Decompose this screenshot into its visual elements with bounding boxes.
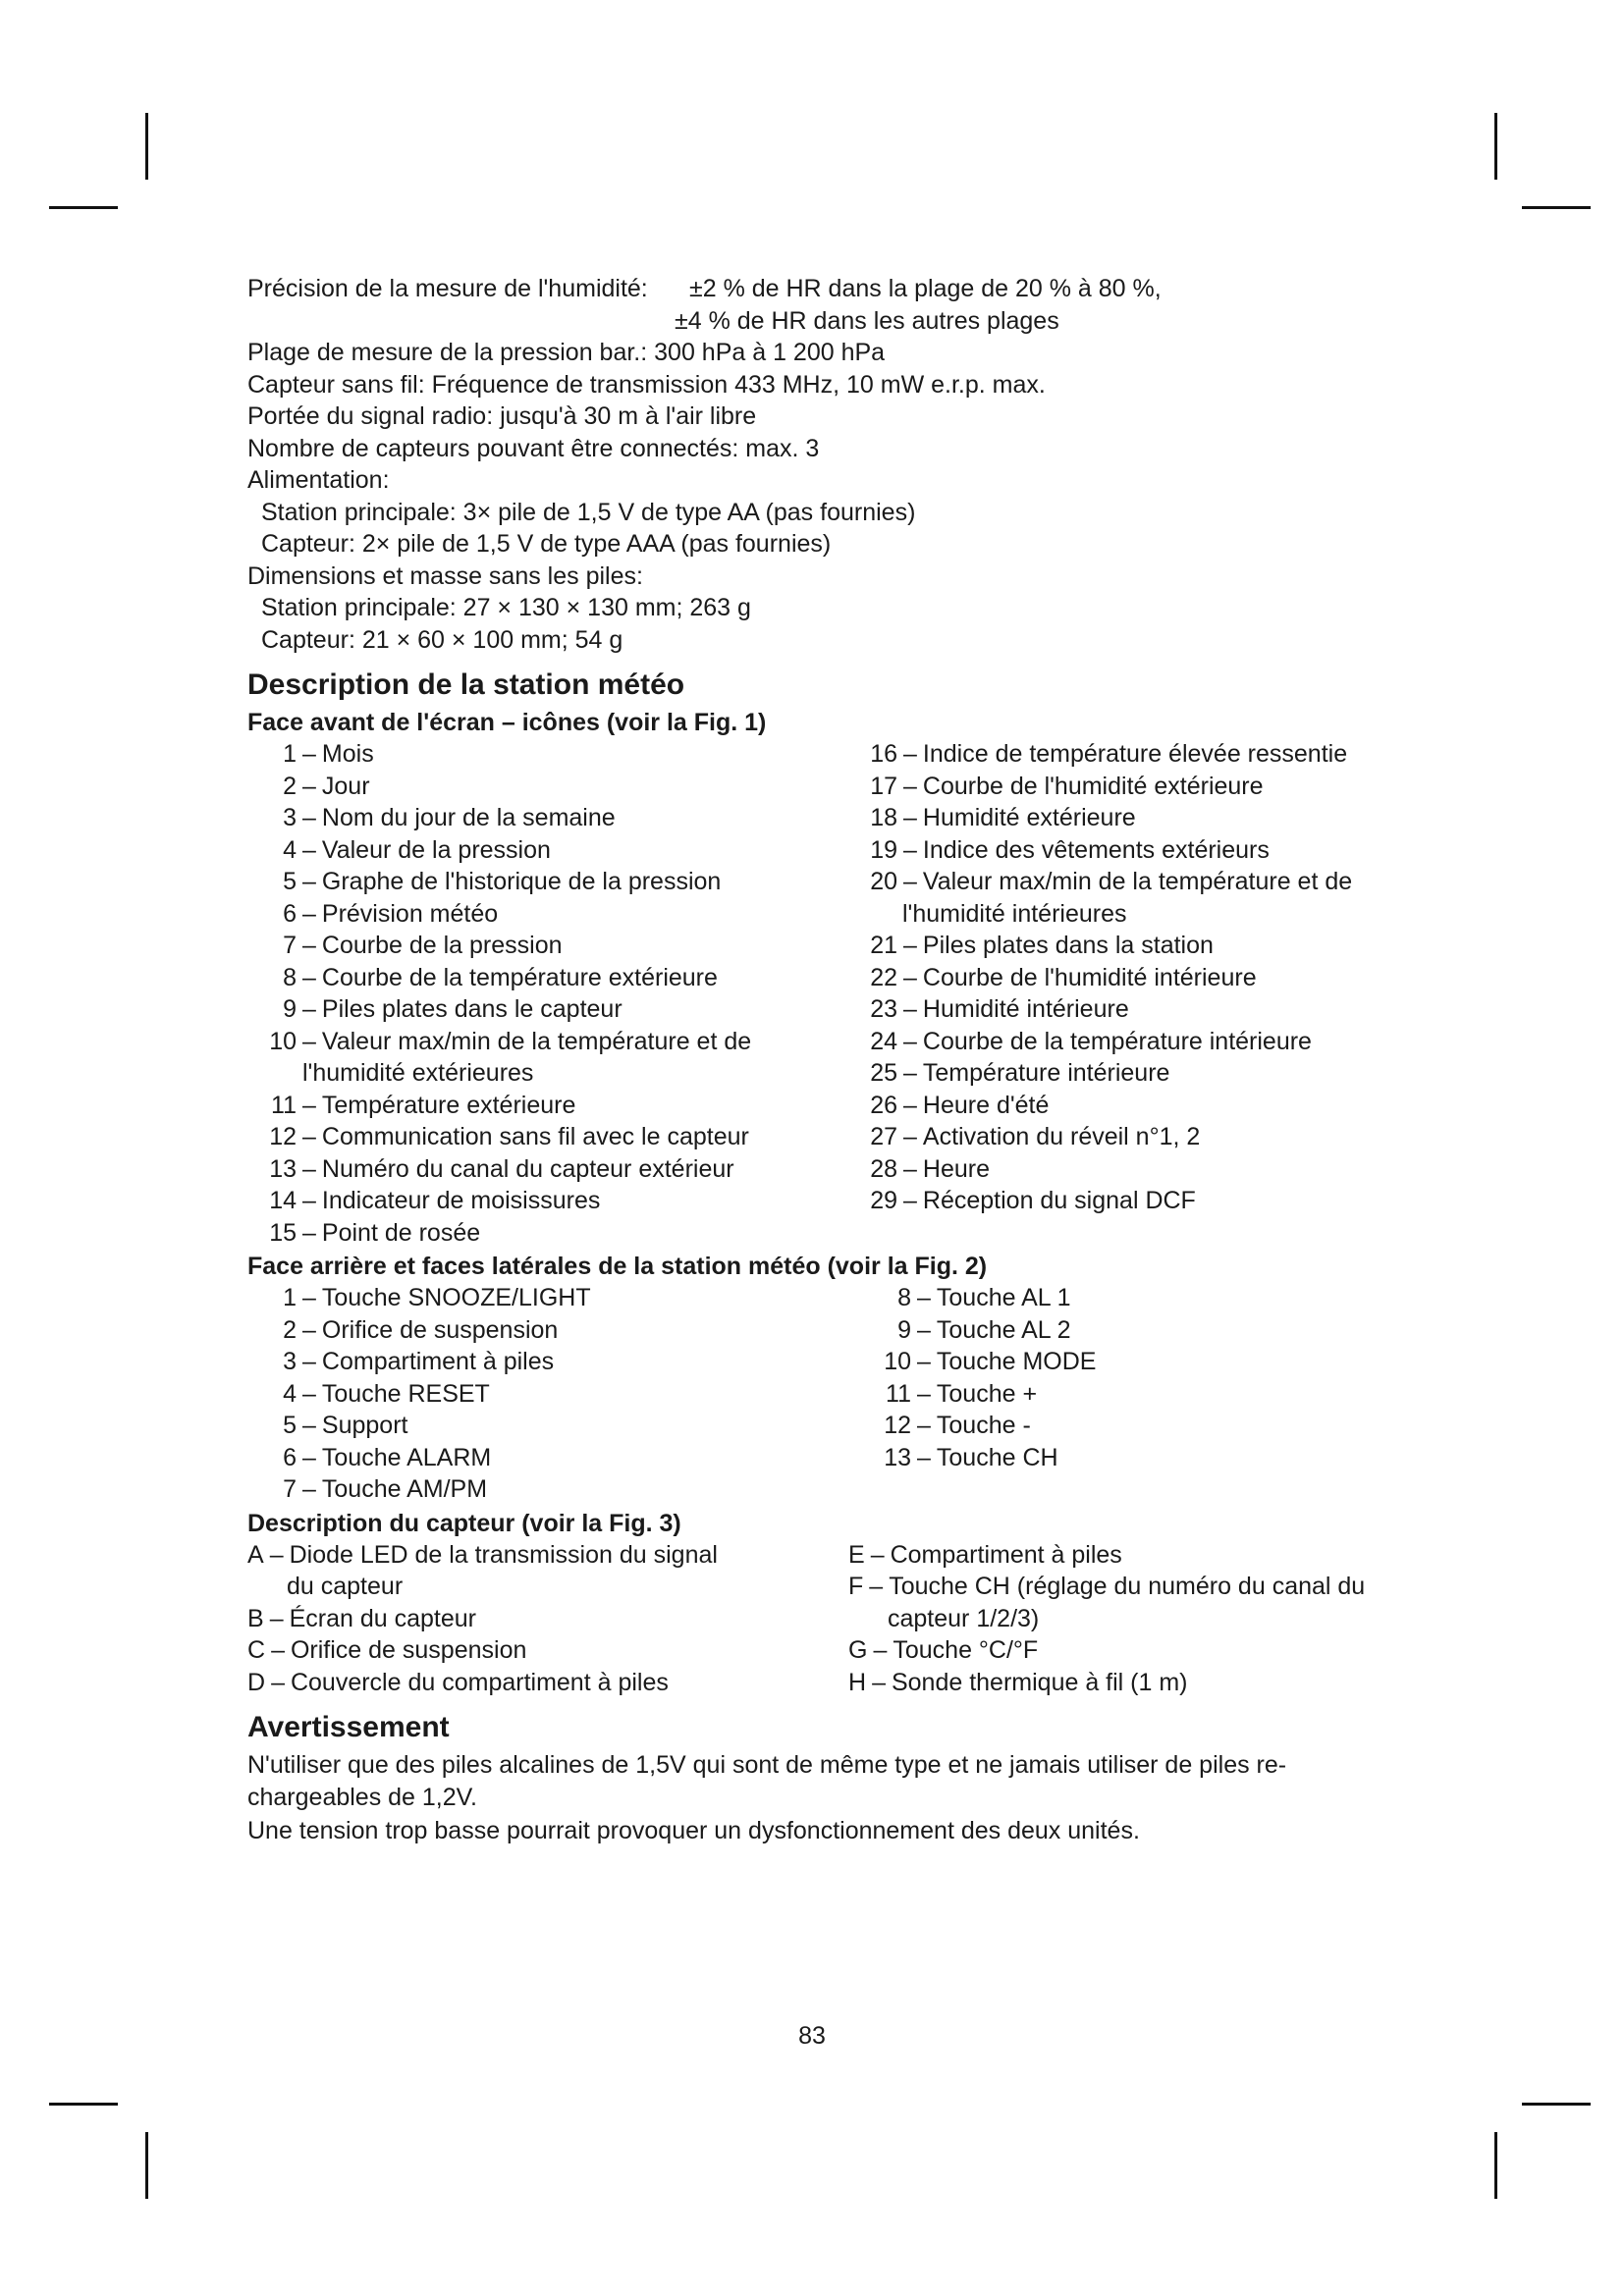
item-text: Valeur max/min de la température et de bbox=[321, 1027, 752, 1055]
item-number: 13 bbox=[269, 1154, 297, 1183]
front-icon-item-19 bbox=[848, 834, 1406, 867]
dimensions-label: Dimensions et masse sans les piles: bbox=[247, 561, 643, 590]
item-dash: – bbox=[917, 1348, 931, 1375]
item-dash: – bbox=[302, 1379, 316, 1408]
front-icon-item-6 bbox=[247, 898, 848, 931]
item-number: 4 bbox=[283, 1379, 297, 1408]
page-number: 83 bbox=[798, 2022, 826, 2050]
warning-paragraph-2: Une tension trop basse pourrait provoquer un dysfonctionnement des deux unités. bbox=[247, 1817, 1140, 1844]
item-text: Touche SNOOZE/LIGHT bbox=[321, 1284, 591, 1311]
front-icon-item-25 bbox=[848, 1057, 1406, 1090]
item-text: Courbe de l'humidité intérieure bbox=[922, 963, 1257, 991]
front-icon-item-22 bbox=[848, 962, 1406, 994]
item-letter: H bbox=[848, 1668, 867, 1696]
item-number: 9 bbox=[283, 995, 297, 1023]
front-icon-item-29 bbox=[848, 1185, 1406, 1217]
item-dash: – bbox=[869, 1573, 884, 1600]
front-icon-item-17 bbox=[848, 771, 1406, 803]
crop-mark-bottom-left-horizontal bbox=[49, 2103, 118, 2106]
item-dash: – bbox=[872, 1668, 886, 1696]
front-icon-item-7 bbox=[247, 930, 848, 962]
item-number: 22 bbox=[870, 963, 897, 991]
item-number: 24 bbox=[870, 1027, 897, 1055]
item-dash: – bbox=[302, 963, 316, 991]
item-number: 15 bbox=[269, 1218, 297, 1247]
item-number: 11 bbox=[886, 1379, 911, 1408]
humidity-label: Précision de la mesure de l'humidité: bbox=[247, 275, 648, 302]
item-text: Courbe de la pression bbox=[321, 932, 563, 959]
warning-paragraph-1: N'utiliser que des piles alcalines de 1,5V qui sont de même type et ne jamais utiliser de piles re-chargeables de 1,2V. bbox=[247, 1751, 1287, 1811]
sensor-frequency-spec: Capteur sans fil: Fréquence de transmission 433 MHz, 10 mW e.r.p. max. bbox=[247, 370, 1046, 399]
back-part-item-1 bbox=[247, 1282, 848, 1314]
item-dash: – bbox=[302, 1154, 316, 1183]
dimensions-sensor: Capteur: 21 × 60 × 100 mm; 54 g bbox=[261, 625, 623, 654]
item-number: 28 bbox=[870, 1154, 897, 1183]
power-main-station: Station principale: 3× pile de 1,5 V de type AA (pas fournies) bbox=[261, 498, 916, 526]
item-number: 10 bbox=[269, 1027, 297, 1055]
front-icon-item-27 bbox=[848, 1121, 1406, 1153]
item-dash: – bbox=[269, 1604, 284, 1632]
sensor-part-item-e bbox=[848, 1539, 1406, 1572]
item-number: 21 bbox=[870, 932, 897, 959]
back-part-item-10 bbox=[862, 1346, 1406, 1378]
item-text: Compartiment à piles bbox=[890, 1540, 1122, 1569]
item-number: 2 bbox=[283, 1315, 297, 1344]
item-text: Touche AL 2 bbox=[936, 1315, 1071, 1344]
power-sensor: Capteur: 2× pile de 1,5 V de type AAA (pas fournies) bbox=[261, 530, 832, 558]
front-icon-item-11 bbox=[247, 1090, 848, 1122]
item-text: Orifice de suspension bbox=[321, 1315, 559, 1344]
item-dash: – bbox=[903, 995, 917, 1023]
item-text: Courbe de la température intérieure bbox=[922, 1027, 1312, 1055]
item-number: 5 bbox=[283, 1412, 297, 1439]
item-continuation: l'humidité extérieures bbox=[302, 1059, 534, 1087]
item-number: 9 bbox=[897, 1315, 911, 1344]
item-text: Touche - bbox=[936, 1412, 1031, 1439]
item-text: Touche °C/°F bbox=[893, 1636, 1039, 1664]
item-number: 2 bbox=[283, 772, 297, 800]
front-icon-item-5 bbox=[247, 866, 848, 898]
item-dash: – bbox=[903, 868, 917, 895]
sensor-part-item-c bbox=[247, 1634, 848, 1667]
back-part-item-12 bbox=[862, 1410, 1406, 1442]
item-dash: – bbox=[903, 932, 917, 959]
sensor-parts-right-column bbox=[848, 1539, 1406, 1699]
item-text: Couvercle du compartiment à piles bbox=[290, 1668, 669, 1696]
sensor-part-item-g bbox=[848, 1634, 1406, 1667]
item-letter: E bbox=[848, 1540, 865, 1569]
item-continuation: du capteur bbox=[287, 1573, 404, 1600]
pressure-spec: Plage de mesure de la pression bar.: 300 hPa à 1 200 hPa bbox=[247, 339, 886, 366]
item-text: Courbe de la température extérieure bbox=[321, 963, 718, 991]
item-dash: – bbox=[269, 1540, 284, 1569]
back-part-item-13 bbox=[862, 1442, 1406, 1474]
item-number: 12 bbox=[884, 1412, 911, 1439]
front-icon-item-2 bbox=[247, 771, 848, 803]
front-icon-item-8 bbox=[247, 962, 848, 994]
front-icon-item-1 bbox=[247, 738, 848, 771]
sensor-part-item-b bbox=[247, 1603, 848, 1635]
item-number: 17 bbox=[870, 772, 897, 800]
item-number: 4 bbox=[283, 835, 297, 864]
front-icon-item-14 bbox=[247, 1185, 848, 1217]
item-number: 10 bbox=[884, 1348, 911, 1375]
dimensions-main-station: Station principale: 27 × 130 × 130 mm; 263 g bbox=[261, 594, 751, 621]
item-text: Touche MODE bbox=[936, 1348, 1097, 1375]
item-number: 16 bbox=[870, 740, 897, 768]
item-number: 7 bbox=[283, 1475, 297, 1503]
item-text: Communication sans fil avec le capteur bbox=[321, 1123, 749, 1150]
item-number: 1 bbox=[283, 740, 297, 768]
item-number: 25 bbox=[870, 1059, 897, 1087]
item-text: Écran du capteur bbox=[289, 1604, 476, 1632]
item-number: 27 bbox=[870, 1123, 897, 1150]
item-text: Heure bbox=[922, 1154, 990, 1183]
item-text: Sonde thermique à fil (1 m) bbox=[891, 1668, 1188, 1696]
item-text: Indicateur de moisissures bbox=[321, 1187, 601, 1214]
item-continuation: l'humidité intérieures bbox=[902, 899, 1127, 928]
item-dash: – bbox=[302, 1475, 316, 1503]
item-dash: – bbox=[302, 1123, 316, 1150]
item-number: 3 bbox=[283, 804, 297, 831]
item-text: Valeur max/min de la température et de bbox=[922, 868, 1353, 895]
item-dash: – bbox=[302, 899, 316, 928]
front-icons-list bbox=[247, 738, 1406, 1249]
back-side-heading: Face arrière et faces latérales de la station météo (voir la Fig. 2) bbox=[247, 1253, 988, 1280]
back-part-item-2 bbox=[247, 1314, 848, 1347]
front-icon-item-23 bbox=[848, 993, 1406, 1026]
front-icon-item-20 bbox=[848, 866, 1406, 898]
item-letter: G bbox=[848, 1636, 868, 1664]
item-text: Jour bbox=[321, 772, 370, 800]
item-dash: – bbox=[302, 995, 316, 1023]
front-icon-item-24 bbox=[848, 1026, 1406, 1058]
item-text: Mois bbox=[321, 740, 374, 768]
item-text: Orifice de suspension bbox=[290, 1636, 527, 1664]
sensors-count-spec: Nombre de capteurs pouvant être connectés: max. 3 bbox=[247, 434, 820, 462]
item-dash: – bbox=[302, 868, 316, 895]
item-letter: D bbox=[247, 1668, 266, 1696]
item-dash: – bbox=[302, 835, 316, 864]
front-icon-item-15 bbox=[247, 1217, 848, 1250]
back-part-item-3 bbox=[247, 1346, 848, 1378]
item-text: Touche AL 1 bbox=[936, 1284, 1071, 1311]
sensor-part-item-f bbox=[848, 1571, 1406, 1603]
item-letter: F bbox=[848, 1573, 864, 1600]
item-letter: A bbox=[247, 1540, 264, 1569]
item-dash: – bbox=[917, 1379, 931, 1408]
item-number: 5 bbox=[283, 868, 297, 895]
item-text: Courbe de l'humidité extérieure bbox=[922, 772, 1264, 800]
back-part-item-4 bbox=[247, 1378, 848, 1411]
item-dash: – bbox=[903, 740, 917, 768]
item-number: 23 bbox=[870, 995, 897, 1023]
item-text: Indice de température élevée ressentie bbox=[922, 740, 1348, 768]
sensor-parts-list bbox=[247, 1539, 1406, 1699]
item-dash: – bbox=[302, 1284, 316, 1311]
front-icon-item-12 bbox=[247, 1121, 848, 1153]
item-dash: – bbox=[302, 1187, 316, 1214]
front-icon-item-16 bbox=[848, 738, 1406, 771]
item-dash: – bbox=[873, 1636, 888, 1664]
item-text: Piles plates dans le capteur bbox=[321, 995, 623, 1023]
crop-mark-bottom-right-horizontal bbox=[1522, 2103, 1591, 2106]
front-icon-item-26 bbox=[848, 1090, 1406, 1122]
item-dash: – bbox=[903, 1027, 917, 1055]
item-dash: – bbox=[302, 1412, 316, 1439]
front-icons-right-column bbox=[848, 738, 1406, 1249]
item-dash: – bbox=[302, 1091, 316, 1119]
item-text: Prévision météo bbox=[321, 899, 499, 928]
item-dash: – bbox=[917, 1412, 931, 1439]
item-dash: – bbox=[903, 804, 917, 831]
item-text: Humidité intérieure bbox=[922, 995, 1129, 1023]
item-number: 26 bbox=[870, 1091, 897, 1119]
crop-mark-top-left-horizontal bbox=[49, 206, 118, 209]
front-icon-item-18 bbox=[848, 802, 1406, 834]
item-number: 14 bbox=[269, 1187, 297, 1214]
crop-mark-top-left-vertical bbox=[145, 113, 148, 180]
item-text: Point de rosée bbox=[321, 1218, 481, 1247]
item-text: Touche ALARM bbox=[321, 1443, 492, 1471]
item-dash: – bbox=[903, 1091, 917, 1119]
item-dash: – bbox=[271, 1668, 285, 1696]
item-text: Humidité extérieure bbox=[922, 804, 1136, 831]
item-text: Numéro du canal du capteur extérieur bbox=[321, 1154, 734, 1183]
power-label: Alimentation: bbox=[247, 466, 390, 494]
crop-mark-top-right-horizontal bbox=[1522, 206, 1591, 209]
item-number: 1 bbox=[283, 1284, 297, 1311]
item-dash: – bbox=[917, 1443, 931, 1471]
item-text: Support bbox=[321, 1412, 408, 1439]
item-dash: – bbox=[903, 1123, 917, 1150]
item-dash: – bbox=[903, 772, 917, 800]
item-text: Piles plates dans la station bbox=[922, 932, 1214, 959]
item-number: 19 bbox=[870, 835, 897, 864]
item-dash: – bbox=[271, 1636, 285, 1664]
sensor-part-item-a bbox=[247, 1539, 848, 1572]
item-dash: – bbox=[302, 772, 316, 800]
item-number: 8 bbox=[897, 1284, 911, 1311]
item-number: 18 bbox=[870, 804, 897, 831]
front-icons-heading: Face avant de l'écran – icônes (voir la Fig. 1) bbox=[247, 709, 767, 736]
front-icon-item-3 bbox=[247, 802, 848, 834]
humidity-value-1: ±2 % de HR dans la plage de 20 % à 80 %, bbox=[689, 275, 1162, 302]
item-text: Réception du signal DCF bbox=[922, 1187, 1196, 1214]
item-text: Diode LED de la transmission du signal bbox=[289, 1540, 718, 1569]
item-dash: – bbox=[302, 1315, 316, 1344]
item-dash: – bbox=[903, 835, 917, 864]
item-dash: – bbox=[302, 1348, 316, 1375]
item-text: Touche RESET bbox=[321, 1379, 490, 1408]
crop-mark-bottom-left-vertical bbox=[145, 2132, 148, 2199]
item-text: Touche CH (réglage du numéro du canal du bbox=[889, 1573, 1366, 1600]
item-number: 6 bbox=[283, 899, 297, 928]
front-icon-item-10 bbox=[247, 1026, 848, 1058]
item-number: 8 bbox=[283, 963, 297, 991]
back-part-item-5 bbox=[247, 1410, 848, 1442]
item-number: 12 bbox=[269, 1123, 297, 1150]
page-content bbox=[247, 273, 1406, 1847]
item-dash: – bbox=[903, 1187, 917, 1214]
item-dash: – bbox=[917, 1315, 931, 1344]
item-dash: – bbox=[917, 1284, 931, 1311]
item-number: 11 bbox=[271, 1091, 297, 1119]
back-side-right-column bbox=[848, 1282, 1406, 1506]
item-letter: B bbox=[247, 1604, 264, 1632]
item-dash: – bbox=[903, 963, 917, 991]
sensor-description-heading: Description du capteur (voir la Fig. 3) bbox=[247, 1509, 681, 1537]
warning-heading: Avertissement bbox=[247, 1711, 450, 1743]
item-dash: – bbox=[302, 932, 316, 959]
item-dash: – bbox=[870, 1540, 885, 1569]
item-dash: – bbox=[302, 1218, 316, 1247]
sensor-part-item-d bbox=[247, 1667, 848, 1699]
item-text: Touche AM/PM bbox=[321, 1475, 488, 1503]
item-text: Température intérieure bbox=[922, 1059, 1170, 1087]
item-dash: – bbox=[302, 740, 316, 768]
item-dash: – bbox=[302, 1443, 316, 1471]
item-text: Valeur de la pression bbox=[321, 835, 551, 864]
item-number: 13 bbox=[884, 1443, 911, 1471]
item-text: Touche + bbox=[936, 1379, 1038, 1408]
item-text: Heure d'été bbox=[922, 1091, 1050, 1119]
item-text: Compartiment à piles bbox=[321, 1348, 555, 1375]
humidity-value-2: ±4 % de HR dans les autres plages bbox=[675, 306, 1059, 335]
item-letter: C bbox=[247, 1636, 266, 1664]
item-text: Graphe de l'historique de la pression bbox=[321, 868, 722, 895]
item-text: Nom du jour de la semaine bbox=[321, 804, 616, 831]
item-dash: – bbox=[903, 1059, 917, 1087]
crop-mark-bottom-right-vertical bbox=[1494, 2132, 1497, 2199]
crop-mark-top-right-vertical bbox=[1494, 113, 1497, 180]
sensor-parts-left-column bbox=[247, 1539, 848, 1699]
front-icons-left-column bbox=[247, 738, 848, 1249]
back-part-item-11 bbox=[862, 1378, 1406, 1411]
item-text: Activation du réveil n°1, 2 bbox=[922, 1123, 1201, 1150]
front-icon-item-4 bbox=[247, 834, 848, 867]
item-dash: – bbox=[302, 1027, 316, 1055]
item-number: 29 bbox=[870, 1187, 897, 1214]
item-number: 7 bbox=[283, 932, 297, 959]
station-description-heading: Description de la station météo bbox=[247, 668, 685, 701]
front-icon-item-21 bbox=[848, 930, 1406, 962]
specifications bbox=[247, 273, 1406, 656]
front-icon-item-9 bbox=[247, 993, 848, 1026]
back-side-left-column bbox=[247, 1282, 848, 1506]
item-text: Température extérieure bbox=[321, 1091, 576, 1119]
front-icon-item-13 bbox=[247, 1153, 848, 1186]
back-part-item-7 bbox=[247, 1473, 848, 1506]
front-icon-item-28 bbox=[848, 1153, 1406, 1186]
sensor-part-item-h bbox=[848, 1667, 1406, 1699]
item-number: 6 bbox=[283, 1443, 297, 1471]
item-number: 3 bbox=[283, 1348, 297, 1375]
item-text: Indice des vêtements extérieurs bbox=[922, 835, 1270, 864]
radio-range-spec: Portée du signal radio: jusqu'à 30 m à l'air libre bbox=[247, 402, 757, 430]
item-continuation: capteur 1/2/3) bbox=[888, 1604, 1040, 1632]
back-part-item-6 bbox=[247, 1442, 848, 1474]
back-side-list bbox=[247, 1282, 1406, 1506]
back-part-item-9 bbox=[862, 1314, 1406, 1347]
item-text: Touche CH bbox=[936, 1443, 1058, 1471]
item-number: 20 bbox=[870, 868, 897, 895]
humidity-spec bbox=[247, 273, 1406, 305]
item-dash: – bbox=[302, 804, 316, 831]
back-part-item-8 bbox=[862, 1282, 1406, 1314]
item-dash: – bbox=[903, 1154, 917, 1183]
